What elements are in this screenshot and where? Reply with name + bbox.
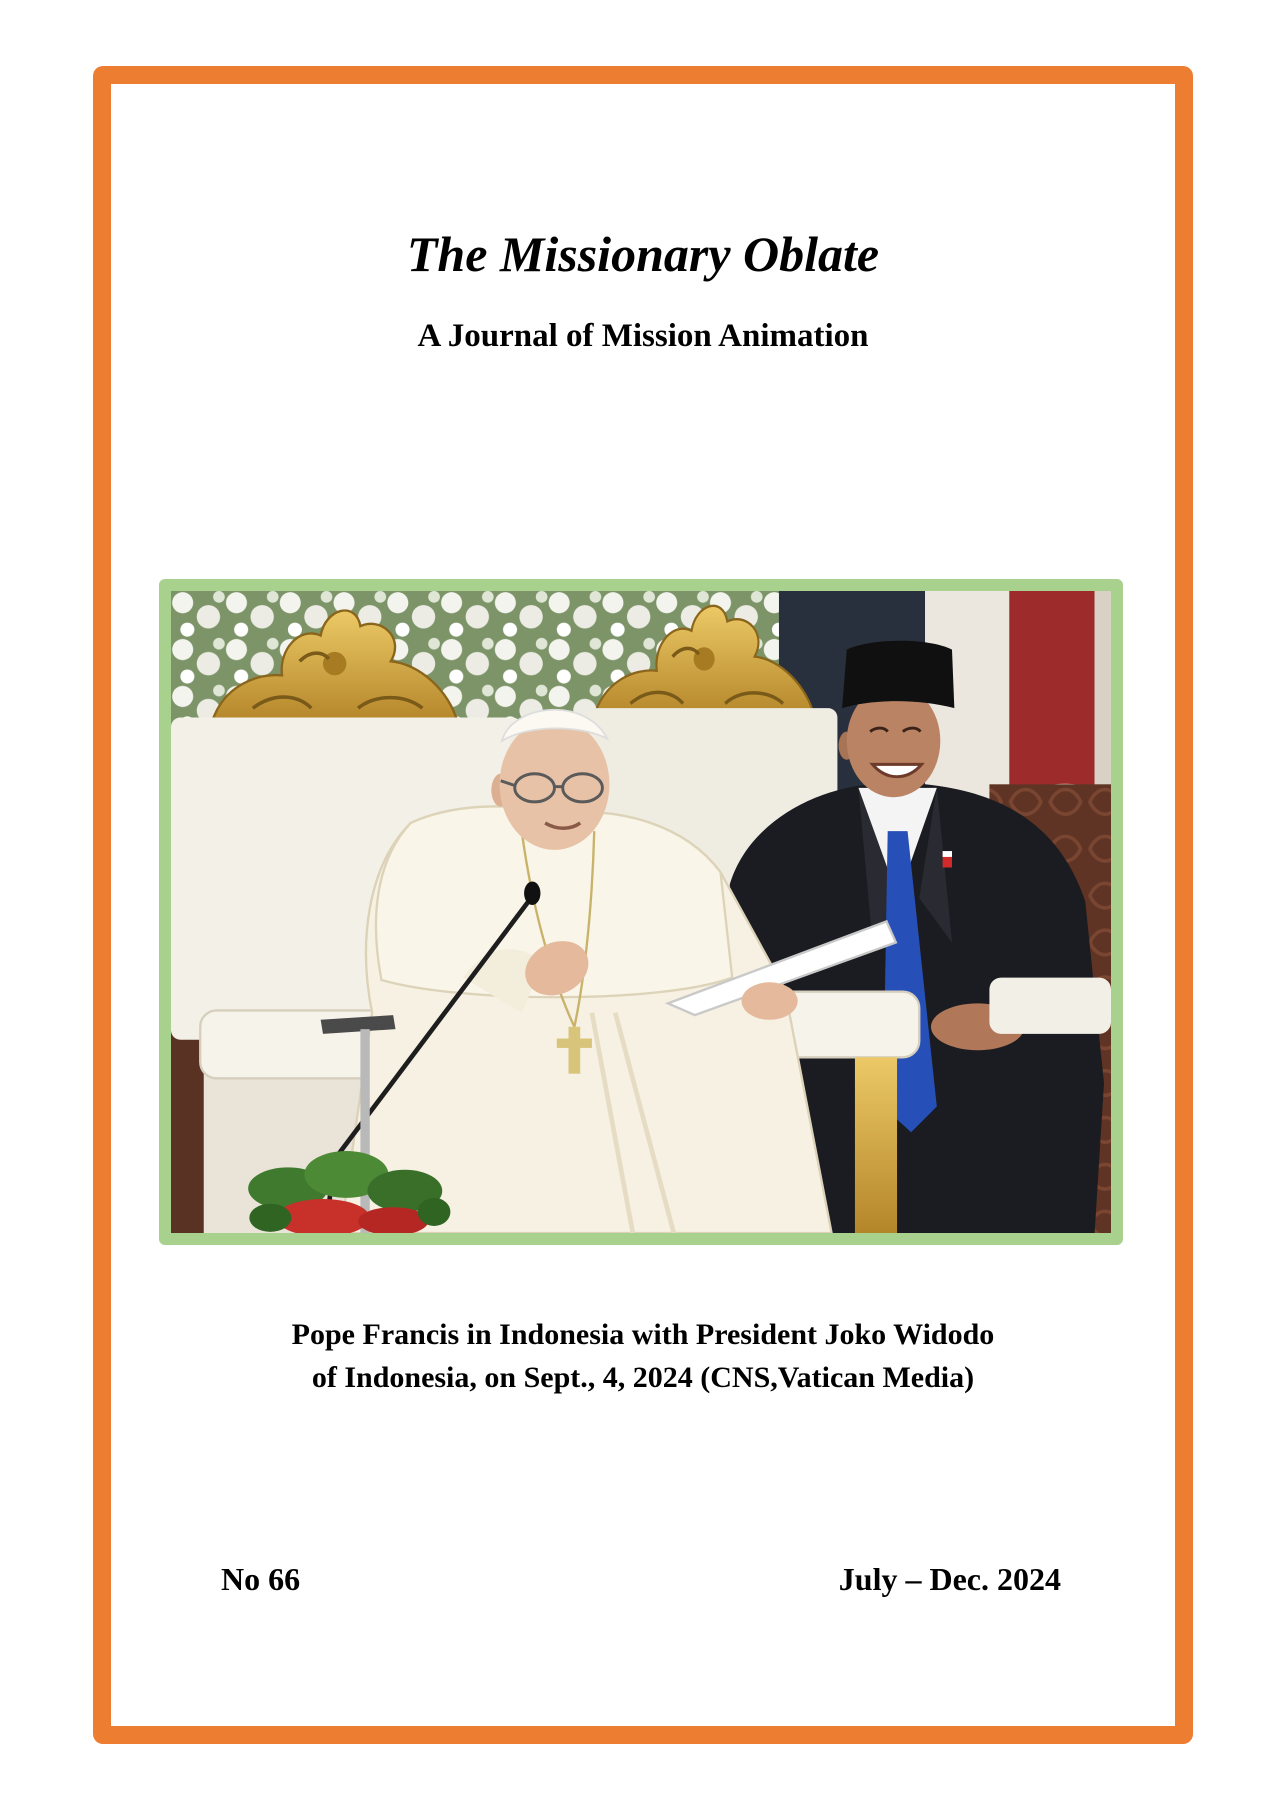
walking-cane-shaft — [360, 1029, 369, 1233]
photo-caption — [93, 1313, 1193, 1399]
cover-photo-frame — [159, 579, 1123, 1245]
background-wall — [1095, 591, 1111, 802]
red-curtain — [1009, 591, 1094, 796]
president-peci-cap — [842, 641, 954, 708]
gold-chair-leg — [855, 1057, 897, 1233]
photo-caption-line-2: of Indonesia, on Sept., 4, 2024 (CNS,Vatican Media) — [311, 1361, 975, 1394]
cover-photo — [171, 591, 1111, 1233]
pope-hand-holding-paper — [742, 982, 798, 1019]
journal-title: The Missionary Oblate — [406, 226, 880, 282]
journal-subtitle: A Journal of Mission Animation — [417, 318, 869, 354]
pope-pectoral-cross-bar — [557, 1039, 592, 1048]
microphone-head — [524, 882, 540, 905]
president-chair-arm — [989, 978, 1111, 1034]
pope-pectoral-cross — [569, 1027, 581, 1074]
photo-caption-line-1: Pope Francis in Indonesia with President Joko Widodo — [291, 1318, 995, 1351]
issue-period: July – Dec. 2024 — [838, 1561, 1061, 1597]
issue-number: No 66 — [221, 1561, 301, 1597]
lapel-pin-white — [943, 851, 952, 857]
